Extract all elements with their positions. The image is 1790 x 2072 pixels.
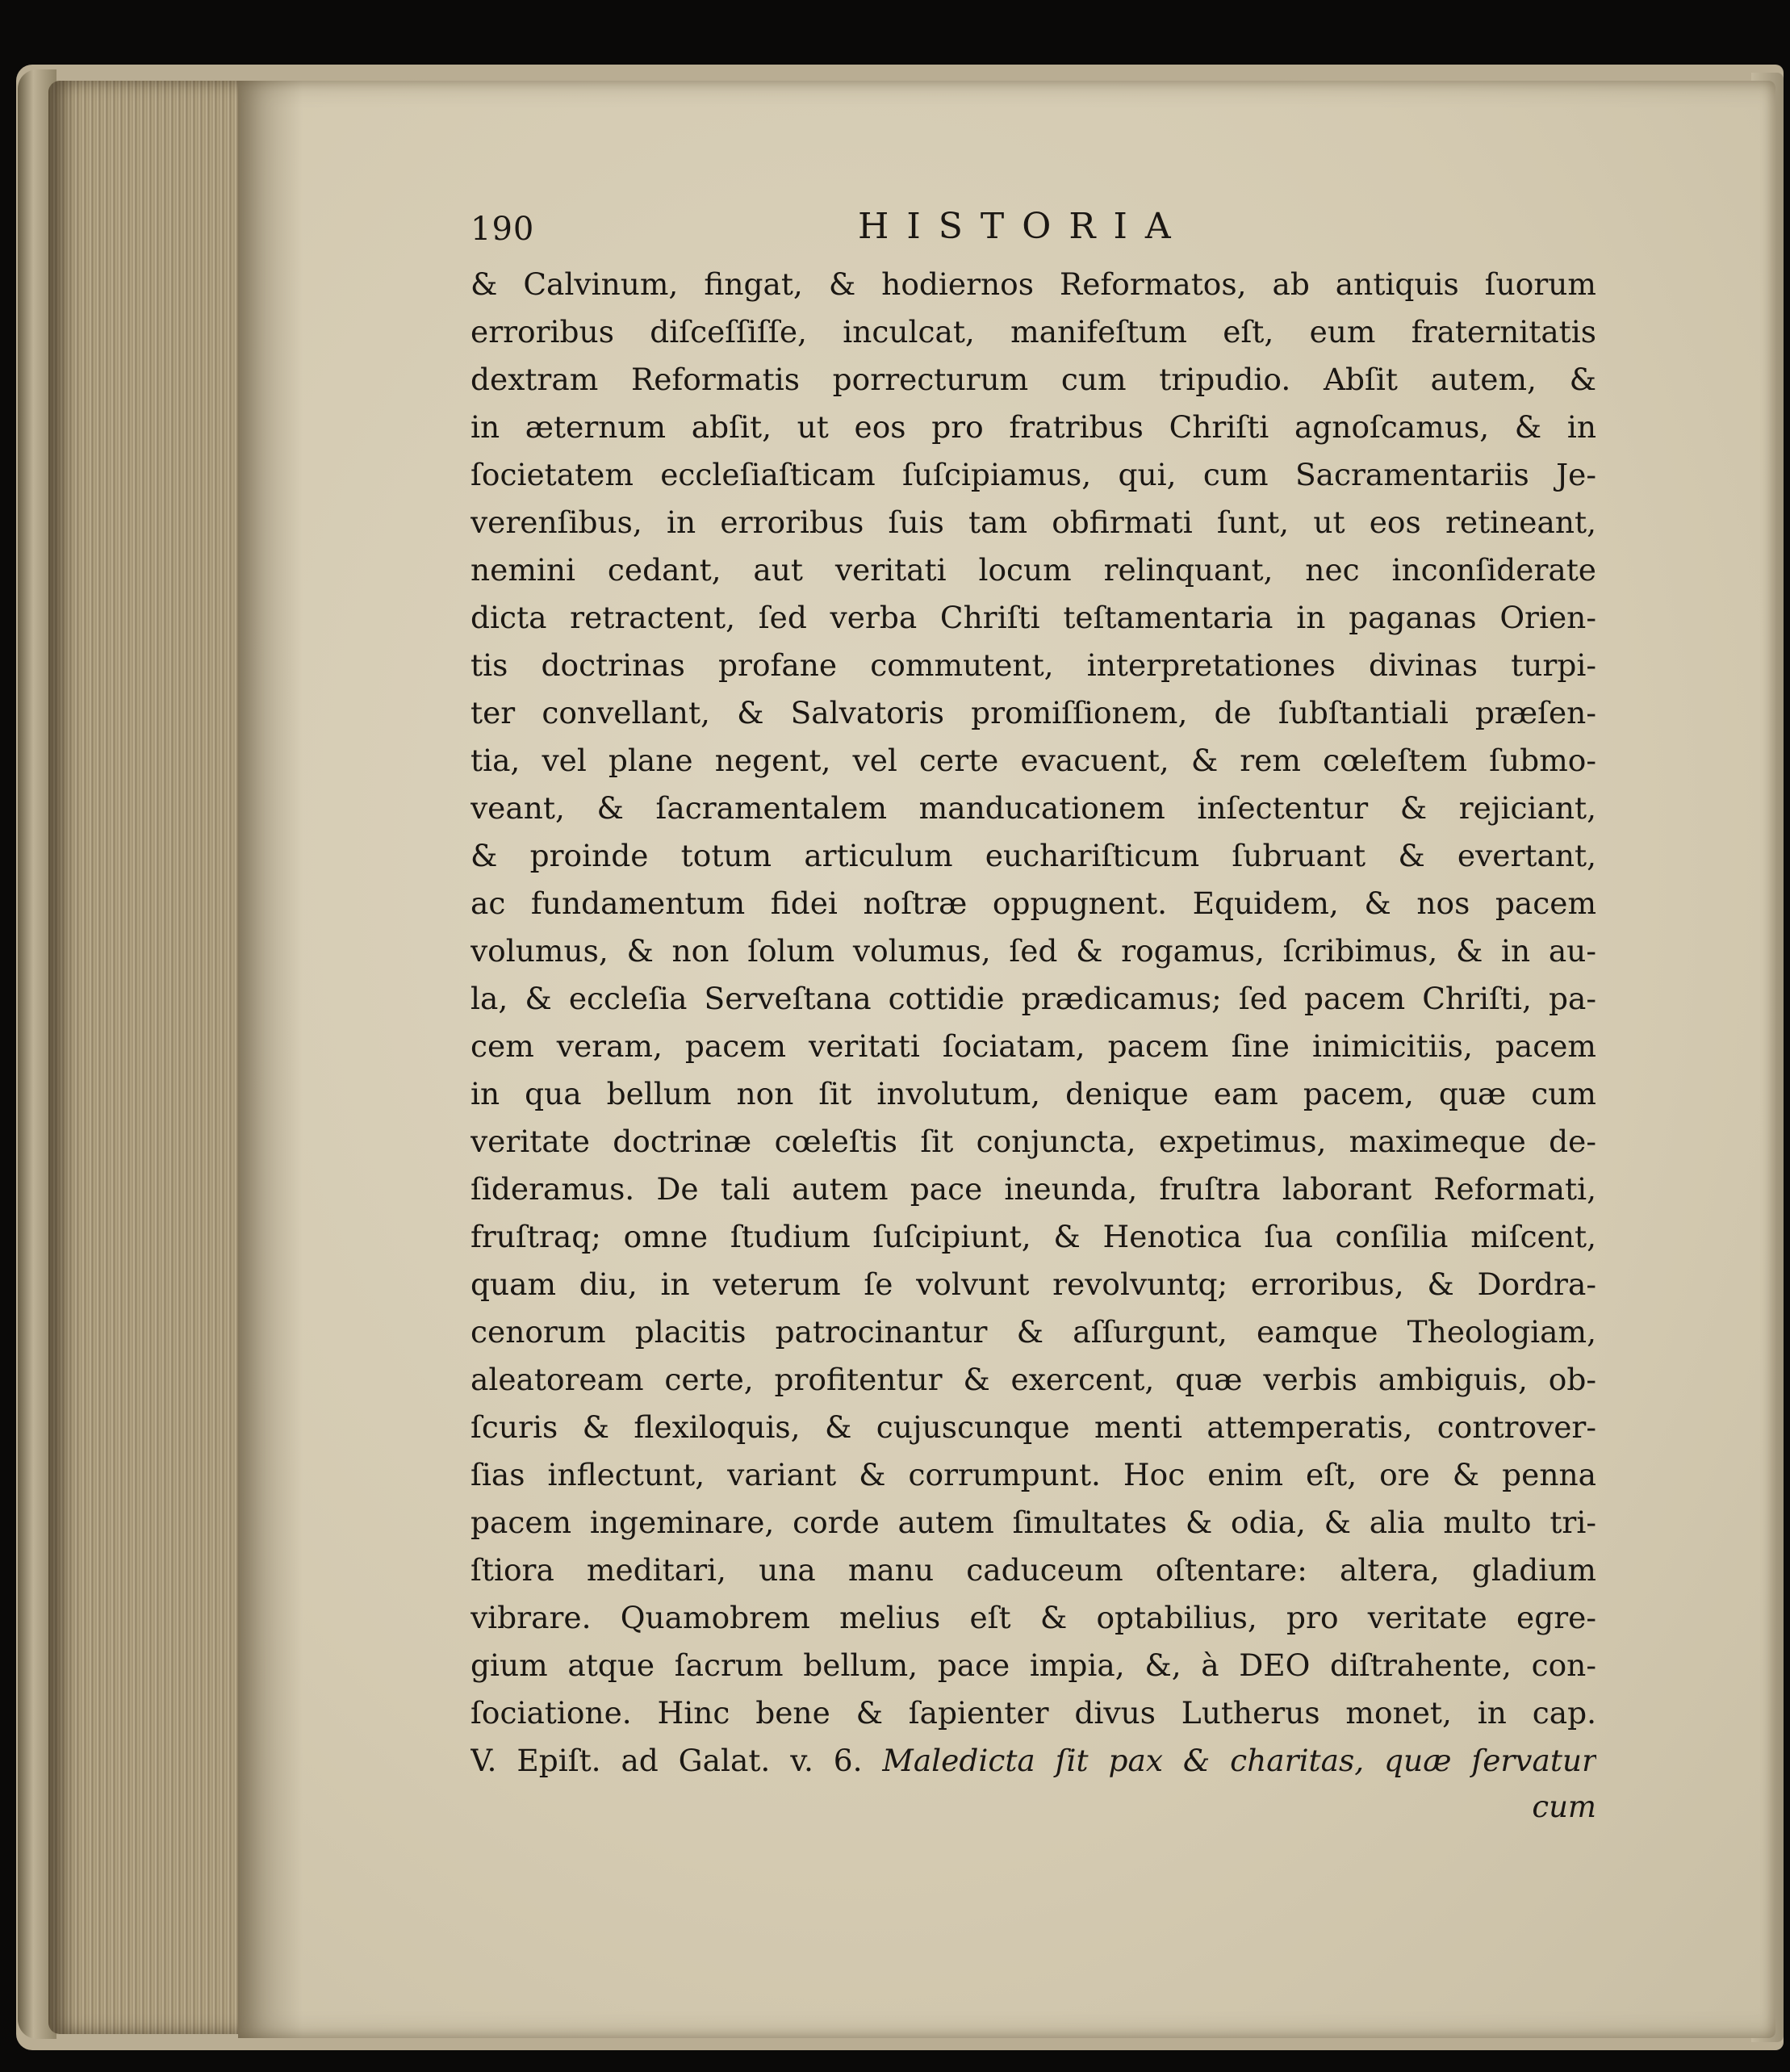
text-line: nemini cedant, aut veritati locum relinquant, nec inconſiderate (471, 552, 1596, 588)
text-line: veritate doctrinæ cœleſtis ſit conjuncta, expetimus, maximeque de- (471, 1124, 1596, 1159)
text-line: cem veram, pacem veritati ſociatam, pacem ſine inimicitiis, pacem (471, 1028, 1596, 1064)
text-line: in æternum abſit, ut eos pro fratribus Chriſti agnoſcamus, & in (471, 409, 1596, 445)
text-line: & proinde totum articulum euchariſticum ſubruant & evertant, (471, 838, 1596, 873)
text-line: in qua bellum non ſit involutum, denique eam pacem, quæ cum (471, 1076, 1596, 1111)
gutter-shadow (238, 81, 303, 2038)
page-header (471, 206, 1596, 261)
text-line: vibrare. Quamobrem melius eſt & optabilius, pro veritate egre- (471, 1600, 1596, 1635)
text-line: dextram Reformatis porrecturum cum tripudio. Abſit autem, & (471, 362, 1596, 397)
text-line: volumus, & non ſolum volumus, ſed & rogamus, ſcribimus, & in au- (471, 933, 1596, 969)
text-line: quam diu, in veterum ſe volvunt revolvuntq; erroribus, & Dordra- (471, 1266, 1596, 1302)
text-line: ter convellant, & Salvatoris promiſſionem, de ſubſtantiali præſen- (471, 695, 1596, 730)
text-line: ſtiora meditari, una manu caduceum oſtentare: altera, gladium (471, 1552, 1596, 1588)
citation: V. Epiſt. ad Galat. v. 6. (471, 1743, 863, 1778)
text-line: ſcuris & flexiloquis, & cujuscunque menti attemperatis, controver- (471, 1409, 1596, 1445)
text-line: aleatoream certe, profitentur & exercent, quæ verbis ambiguis, ob- (471, 1362, 1596, 1397)
text-line: cenorum placitis patrocinantur & aſſurgunt, eamque Theologiam, (471, 1314, 1596, 1350)
text-line: tia, vel plane negent, vel certe evacuent, & rem cœleſtem ſubmo- (471, 743, 1596, 778)
text-line: ſias inflectunt, variant & corrumpunt. Hoc enim eſt, ore & penna (471, 1457, 1596, 1492)
text-block (471, 206, 1596, 1830)
text-line: ſociatione. Hinc bene & ſapienter divus Lutherus monet, in cap. (471, 1695, 1596, 1731)
body-text (471, 261, 1596, 1737)
page-stack (48, 81, 242, 2034)
catchword: cum (1532, 1789, 1596, 1824)
text-line: erroribus diſceſſiſſe, inculcat, manifeſtum eſt, eum fraternitatis (471, 314, 1596, 350)
text-line: ſocietatem eccleſiaſticam ſuſcipiamus, qui, cum Sacramentariis Je- (471, 457, 1596, 492)
text-line: gium atque ſacrum bellum, pace impia, &, à DEO diſtrahente, con- (471, 1647, 1596, 1683)
running-title: HISTORIA (858, 206, 1189, 247)
text-line: ac fundamentum fidei noſtræ oppugnent. Equidem, & nos pacem (471, 885, 1596, 921)
text-line: veant, & ſacramentalem manducationem inſectentur & rejiciant, (471, 790, 1596, 826)
text-line: tis doctrinas profane commutent, interpretationes divinas turpi- (471, 647, 1596, 683)
text-line: dicta retractent, ſed verba Chriſti teſtamentaria in paganas Orien- (471, 600, 1596, 635)
text-line: fruſtraq; omne ſtudium ſuſcipiunt, & Henotica ſua conſilia miſcent, (471, 1219, 1596, 1254)
text-line-final (471, 1737, 1596, 1785)
quotation: Maledicta ſit pax & charitas, quæ ſervatur (882, 1743, 1596, 1778)
text-line: ſideramus. De tali autem pace ineunda, fruſtra laborant Reformati, (471, 1171, 1596, 1207)
text-line: verenſibus, in erroribus ſuis tam obfirmati ſunt, ut eos retineant, (471, 504, 1596, 540)
text-line: la, & eccleſia Serveſtana cottidie prædicamus; ſed pacem Chriſti, pa- (471, 981, 1596, 1016)
text-line: & Calvinum, fingat, & hodiernos Reformatos, ab antiquis ſuorum (471, 266, 1596, 302)
page-number: 190 (471, 211, 535, 248)
text-line: pacem ingeminare, corde autem ſimultates & odia, & alia multo tri- (471, 1505, 1596, 1540)
